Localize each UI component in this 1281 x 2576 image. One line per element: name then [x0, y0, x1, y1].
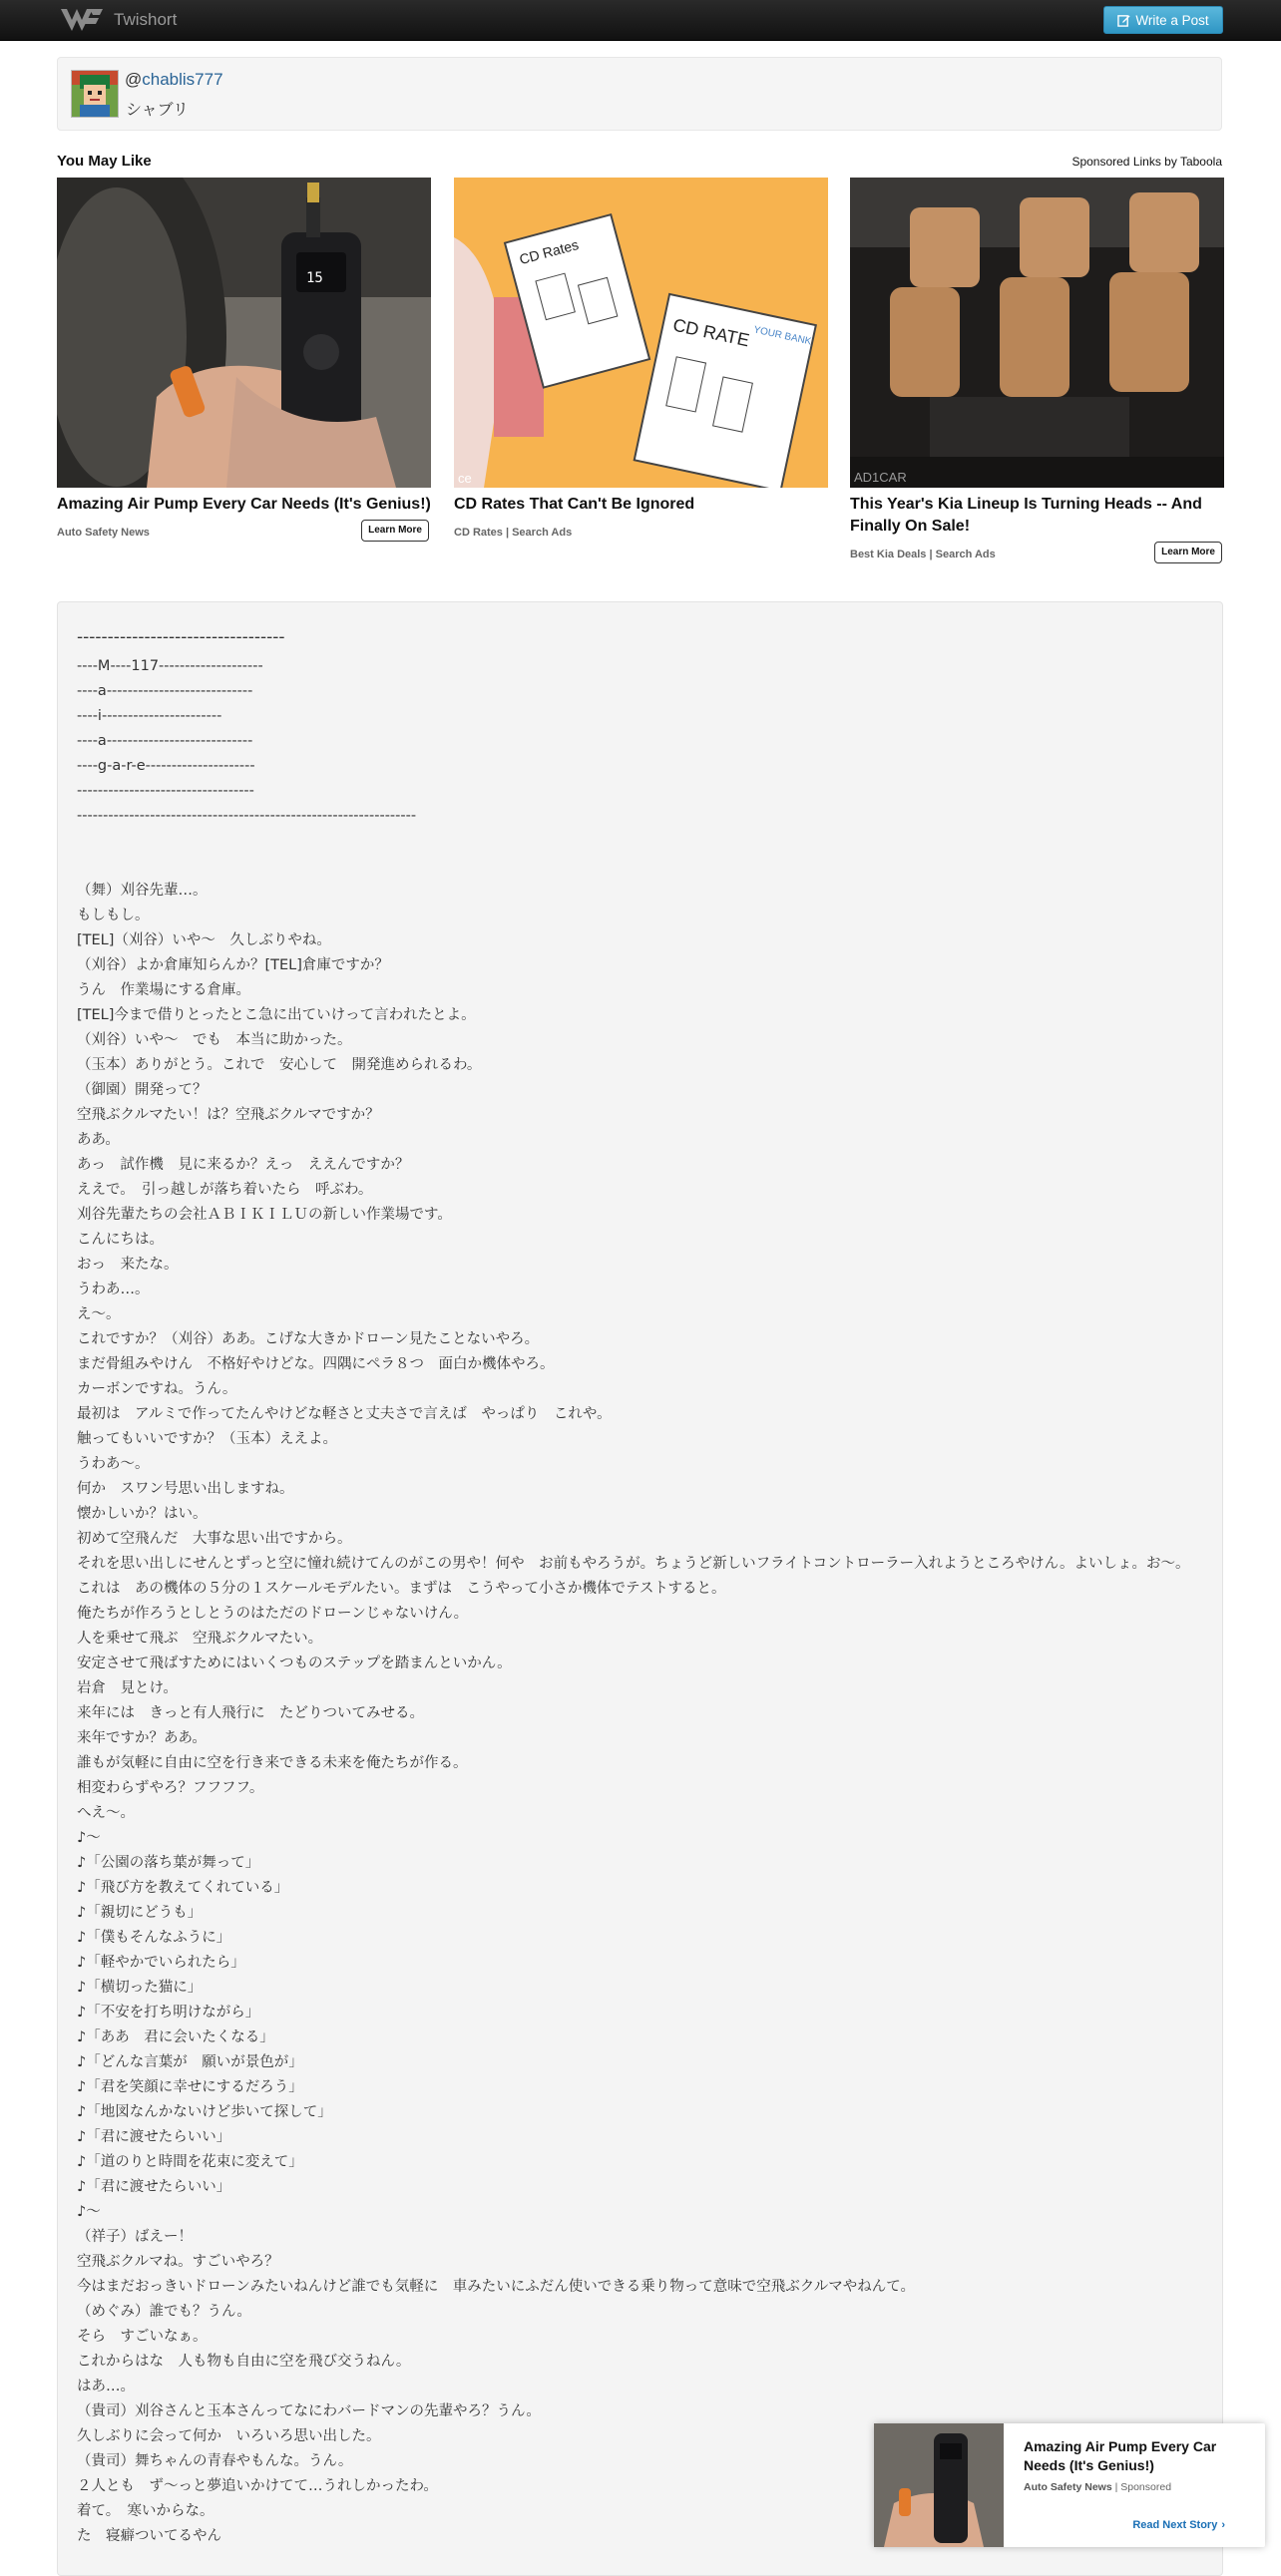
ad-headline[interactable]: This Year's Kia Lineup Is Turning Heads -- And Finally On Sale!	[850, 496, 1202, 535]
post-line: ♪「ああ 君に会いたくなる」	[77, 2029, 274, 2045]
post-line: ♪「公園の落ち葉が舞って」	[77, 1855, 260, 1871]
post-line: そら すごいなぁ。	[77, 2329, 208, 2345]
post-line: ♪「横切った猫に」	[77, 1980, 203, 1996]
post-line: 着て。 寒いからな。	[77, 2503, 214, 2519]
post-line	[77, 829, 1204, 854]
post-line: た 寝癖ついてるやん	[77, 2528, 221, 2544]
post-line: （刈谷）いや～ でも 本当に助かった。	[77, 1032, 352, 1048]
username-link[interactable]	[125, 70, 223, 90]
post-line: 安定させて飛ばすためにはいくつものステップを踏まんといかん。	[77, 1656, 512, 1671]
post-line: ----M----117--------------------	[77, 658, 263, 674]
chevron-right-icon: ›	[1221, 2519, 1225, 2531]
display-name: シャブリ	[126, 100, 190, 119]
post-line: え～。	[77, 1306, 121, 1322]
post-line: ♪～	[77, 2204, 101, 2220]
cd-note-1: CD Rates	[517, 235, 581, 268]
avatar[interactable]	[71, 70, 119, 118]
post-line: （玉本）ありがとう。これで 安心して 開発進められるわ。	[77, 1057, 482, 1073]
post-line: こんにちは。	[77, 1232, 164, 1248]
taboola-header	[57, 153, 1222, 173]
post-line: 空飛ぶクルマね。すごいやろ？	[77, 2254, 279, 2270]
post-line: へえ～。	[77, 1805, 135, 1821]
post-line	[77, 854, 1204, 879]
post-line: 空飛ぶクルマたい！は？空飛ぶクルマですか？	[77, 1107, 380, 1123]
ad-source-text: Auto Safety News	[57, 527, 150, 539]
post-line: 誰もが気軽に自由に空を行き来できる未来を俺たちが作る。	[77, 1755, 468, 1771]
post-line: おっ 来たな。	[77, 1257, 179, 1273]
post-line: ----g-a-r-e---------------------	[77, 758, 255, 774]
ad-source	[850, 544, 1224, 565]
post-line: ----a----------------------------	[77, 733, 253, 749]
ad-headline[interactable]: Amazing Air Pump Every Car Needs (It's Genius!)	[57, 496, 431, 513]
post-line: 触ってもいいですか？（玉本）ええよ。	[77, 1431, 337, 1447]
post-line: あっ 試作機 見に来るか？えっ ええんですか？	[77, 1157, 410, 1173]
post-line: （貴司）刈谷さんと玉本さんってなにわバードマンの先輩やろ？うん。	[77, 2403, 541, 2419]
learn-more-button[interactable]: Learn More	[1154, 542, 1222, 563]
floating-ad-source: Auto Safety News | Sponsored	[1024, 2481, 1172, 2493]
car-watermark: AD1CAR	[854, 470, 907, 485]
post-line: ええで。 引っ越しが落ち着いたら 呼ぶわ。	[77, 1182, 373, 1198]
floating-ad-image[interactable]	[874, 2423, 1004, 2547]
post-line: ２人とも ず～っと夢追いかけてて…うれしかったわ。	[77, 2478, 438, 2494]
post-line: ♪「道のりと時間を花束に変えて」	[77, 2154, 303, 2170]
ad-image-kia[interactable]	[850, 178, 1224, 488]
ad-card-kia[interactable]	[850, 178, 1224, 565]
post-line: （祥子）ばえー！	[77, 2229, 193, 2245]
post-line: （刈谷）よか倉庫知らんか？[TEL]倉庫ですか？	[77, 957, 389, 973]
floating-ad[interactable]	[874, 2423, 1265, 2547]
post-line: （貴司）舞ちゃんの青春やもんな。うん。	[77, 2453, 353, 2469]
read-next-label: Read Next Story	[1132, 2519, 1218, 2531]
you-may-like-title: You May Like	[57, 153, 152, 170]
cd-corner-text: ce	[458, 471, 472, 486]
username-text: chablis777	[142, 70, 223, 89]
post-line: （御園）開発って？	[77, 1082, 208, 1098]
sponsored-links-label[interactable]: Sponsored Links by Taboola	[1071, 155, 1222, 169]
ad-source-text: CD Rates | Search Ads	[454, 527, 573, 539]
post-line: （めぐみ）誰でも？うん。	[77, 2304, 251, 2320]
post-content-panel	[57, 601, 1223, 2576]
floating-ad-source-name: Auto Safety News	[1024, 2481, 1112, 2493]
post-line: これからはな 人も物も自由に空を飛び交うねん。	[77, 2354, 411, 2370]
post-line: うわあ～。	[77, 1456, 150, 1472]
post-line: 相変わらずやろ？フフフフ。	[77, 1780, 264, 1796]
post-line: 最初は アルミで作ってたんやけどな軽さと丈夫さで言えば やっぱり これや。	[77, 1406, 612, 1422]
top-navbar	[0, 0, 1281, 41]
post-line: ♪「君に渡せたらいい」	[77, 2179, 231, 2195]
post-line: 来年には きっと有人飛行に たどりついてみせる。	[77, 1705, 424, 1721]
avatar-image	[72, 71, 118, 117]
post-line: ♪「親切にどうも」	[77, 1905, 203, 1921]
post-line: -----------------------------------------------------------------	[77, 808, 417, 824]
post-line: それを思い出しにせんとずっと空に憧れ続けてんのがこの男や！何や お前もやろうが。ちょうど新しいフライトコントローラー入れようところやけん。よいしょ。お～。	[77, 1556, 1190, 1572]
post-line: 刈谷先輩たちの会社ＡＢＩＫＩＬＵの新しい作業場です。	[77, 1207, 452, 1223]
post-line: ----a----------------------------	[77, 683, 253, 699]
cd-note-2: CD RATE	[670, 314, 751, 351]
post-line: カーボンですね。うん。	[77, 1381, 237, 1397]
post-line: 懐かしいか？はい。	[77, 1506, 208, 1522]
brand-link[interactable]	[60, 6, 177, 34]
post-line: [TEL]今まで借りとったとこ急に出ていけって言われたとよ。	[77, 1007, 476, 1023]
post-line: ----------------------------------	[77, 783, 254, 799]
ad-headline[interactable]: CD Rates That Can't Be Ignored	[454, 496, 695, 513]
brand-name: Twishort	[114, 10, 178, 29]
post-line: ♪「不安を打ち明けながら」	[77, 2005, 260, 2021]
post-line: ♪～	[77, 1830, 101, 1846]
edit-icon	[1117, 14, 1130, 27]
read-next-story-link[interactable]	[1132, 2519, 1225, 2531]
floating-ad-sponsored: Sponsored	[1120, 2481, 1172, 2493]
post-line: ♪「地図なんかないけど歩いて探して」	[77, 2104, 332, 2120]
post-line: ♪「飛び方を教えてくれている」	[77, 1880, 289, 1896]
post-line: これですか？（刈谷）ああ。こげな大きかドローン見たことないやろ。	[77, 1331, 540, 1347]
twishort-logo-icon	[60, 6, 104, 34]
post-line: はあ…。	[77, 2379, 135, 2394]
floating-ad-title[interactable]: Amazing Air Pump Every Car Needs (It's Genius!)	[1024, 2438, 1217, 2473]
ad-source	[454, 522, 828, 544]
username-at: @	[125, 70, 143, 89]
author-card	[57, 57, 1222, 131]
post-line: まだ骨組みやけん 不格好やけどな。四隅にペラ８つ 面白か機体やろ。	[77, 1356, 555, 1372]
post-line: ♪「君に渡せたらいい」	[77, 2129, 231, 2145]
write-post-button[interactable]	[1103, 6, 1223, 34]
post-line: ああ。	[77, 1132, 120, 1148]
post-line: ♪「君を笑顔に幸せにするだろう」	[77, 2079, 303, 2095]
ad-image-air-pump[interactable]	[57, 178, 431, 488]
post-line: うん 作業場にする倉庫。	[77, 982, 250, 998]
ad-image-cd-rates[interactable]	[454, 178, 828, 488]
post-line: 人を乗せて飛ぶ 空飛ぶクルマたい。	[77, 1631, 323, 1647]
svg-text:15: 15	[306, 270, 323, 286]
post-line: うわあ…。	[77, 1282, 150, 1297]
post-line: ♪「僕もそんなふうに」	[77, 1930, 231, 1946]
write-post-label: Write a Post	[1135, 12, 1209, 28]
post-line: 来年ですか？ああ。	[77, 1730, 207, 1746]
post-line: ----------------------------------	[77, 627, 285, 647]
post-line: 初めて空飛んだ 大事な思い出ですから。	[77, 1531, 352, 1547]
post-line: ♪「どんな言葉が 願いが景色が」	[77, 2054, 303, 2070]
post-line: もしもし。	[77, 908, 150, 923]
post-line: ♪「軽やかでいられたら」	[77, 1955, 245, 1971]
post-line: ----i-----------------------	[77, 708, 222, 724]
post-line: これは あの機体の５分の１スケールモデルたい。まずは こうやって小さか機体でテストすると。	[77, 1581, 726, 1597]
post-line: 何か スワン号思い出しますね。	[77, 1481, 294, 1497]
ad-card-air-pump[interactable]	[57, 178, 431, 544]
post-line: 久しぶりに会って何か いろいろ思い出した。	[77, 2428, 381, 2444]
ad-source-text: Best Kia Deals | Search Ads	[850, 549, 996, 560]
post-line: 岩倉 見とけ。	[77, 1680, 178, 1696]
ad-source	[57, 522, 431, 544]
ad-card-cd-rates[interactable]	[454, 178, 828, 544]
post-text	[77, 620, 1204, 2549]
post-line: [TEL]（刈谷）いや～ 久しぶりやね。	[77, 932, 331, 948]
post-line: （舞）刈谷先輩…。	[77, 883, 208, 899]
learn-more-button[interactable]: Learn More	[361, 520, 429, 542]
post-line: 今はまだおっきいドローンみたいねんけど誰でも気軽に 車みたいにふだん使いできる乗り物って意味で空飛ぶクルマやねんて。	[77, 2279, 915, 2295]
post-line: 俺たちが作ろうとしとうのはただのドローンじゃないけん。	[77, 1606, 469, 1622]
cd-note-3: YOUR BANK	[752, 324, 813, 348]
